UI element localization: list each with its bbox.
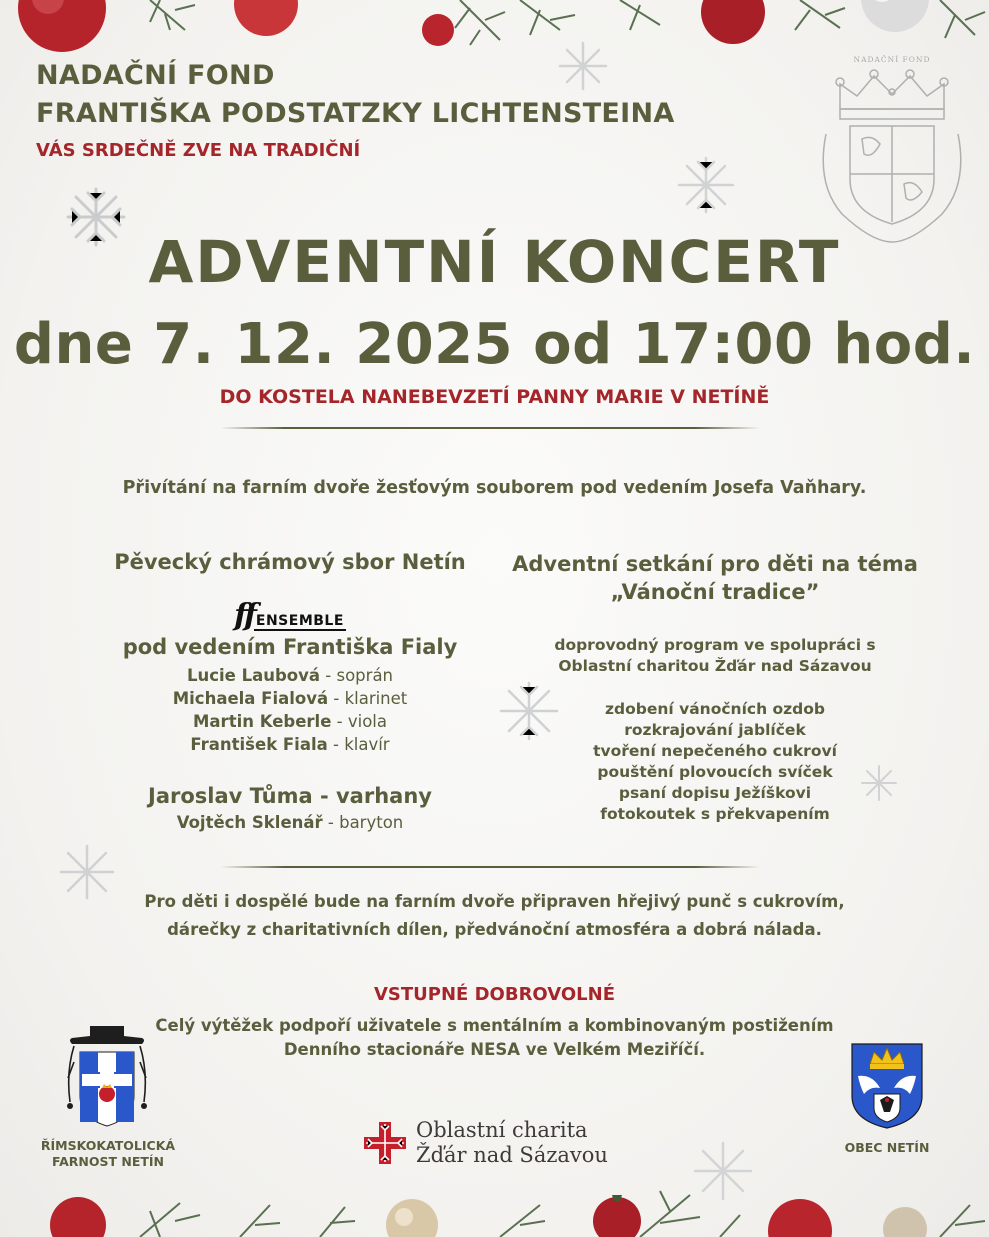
snowflake-icon	[557, 40, 609, 92]
foundation-name-line1: NADAČNÍ FOND	[36, 60, 275, 91]
children-event-heading: Adventní setkání pro děti na téma „Vánoční tradice”	[512, 552, 918, 604]
companion-program: doprovodný program ve spolupráci s Oblastní charitou Žďár nad Sázavou	[554, 636, 876, 675]
member-item: Michaela Fialová - klarinet	[172, 689, 408, 708]
welcome-text: Přivítání na farním dvoře žesťovým souborem pod vedením Josefa Vaňhary.	[122, 478, 867, 498]
crest-caption: NADAČNÍ FOND	[853, 55, 931, 64]
bottom-decoration	[0, 1185, 989, 1237]
event-title: ADVENTNÍ KONCERT	[148, 228, 841, 296]
invitation-line: VÁS SRDEČNĚ ZVE NA TRADIČNÍ	[36, 140, 361, 161]
charita-logo	[362, 1118, 622, 1174]
foundation-name-line2: FRANTIŠKA PODSTATZKY LICHTENSTEINA	[36, 98, 675, 129]
activity-item: rozkrajování jablíček	[624, 721, 806, 739]
red-ornament-icon	[701, 0, 765, 44]
member-item: František Fiala - klavír	[190, 735, 390, 754]
activity-item: fotokoutek s překvapením	[600, 805, 830, 823]
activity-item: psaní dopisu Ježíškovi	[618, 784, 812, 802]
choir-heading: Pěvecký chrámový sbor Netín	[114, 550, 466, 574]
ensemble-logo-word: ENSEMBLE	[255, 613, 344, 629]
divider	[220, 866, 760, 868]
event-date: dne 7. 12. 2025 od 17:00 hod.	[13, 312, 976, 377]
ensemble-members	[80, 664, 500, 756]
baritone-performer: Vojtěch Sklenář - baryton	[176, 813, 404, 832]
charita-name: Oblastní charita Žďár nad Sázavou	[416, 1118, 608, 1167]
gold-ornament-icon	[883, 1207, 927, 1237]
refreshments-text: Pro děti i dospělé bude na farním dvoře připraven hřejivý punč s cukrovím, dárečky z charitativních dílen, předvánoční atmosféra a dobrá nálada.	[144, 892, 845, 939]
member-item: Lucie Laubová - soprán	[186, 666, 394, 685]
ensemble-leader: pod vedením Františka Fialy	[122, 635, 458, 659]
red-ornament-icon	[593, 1197, 641, 1237]
charita-cross-icon	[362, 1120, 408, 1166]
proceeds-text: Celý výtěžek podpoří uživatele s mentálním a kombinovaným postižením Denního stacionáře NESA ve Velkém Meziříčí.	[155, 1016, 834, 1059]
member-item: Martin Keberle - viola	[193, 712, 387, 731]
village-coat-of-arms-icon	[850, 1042, 924, 1130]
red-ornament-icon	[18, 0, 106, 52]
village-logo	[850, 1042, 924, 1130]
red-ornament-icon	[50, 1197, 106, 1237]
red-ornament-icon	[768, 1199, 832, 1237]
village-caption: OBEC NETÍN	[844, 1140, 930, 1155]
parish-coat-of-arms-icon	[62, 1022, 152, 1132]
foundation-crest-logo	[812, 55, 972, 250]
crown-shield-icon	[812, 64, 972, 249]
parish-caption: ŘÍMSKOKATOLICKÁ FARNOST NETÍN	[40, 1138, 176, 1169]
activities-list	[500, 699, 930, 825]
red-ornament-icon	[234, 0, 298, 36]
activity-item: pouštění plovoucích svíček	[597, 763, 833, 781]
snowflake-icon	[676, 155, 736, 215]
activity-item: tvoření nepečeného cukroví	[593, 742, 837, 760]
parish-logo	[62, 1022, 152, 1132]
entry-fee: VSTUPNÉ DOBROVOLNÉ	[374, 984, 615, 1005]
divider	[220, 427, 760, 429]
silver-ornament-icon	[861, 0, 929, 32]
activity-item: zdobení vánočních ozdob	[604, 700, 826, 718]
ff-ensemble-logo	[80, 598, 500, 633]
ff-logo-mark: ff	[234, 598, 254, 633]
red-ornament-icon	[422, 14, 454, 46]
event-location: DO KOSTELA NANEBEVZETÍ PANNY MARIE V NETÍNĚ	[219, 386, 770, 408]
organ-performer: Jaroslav Tůma - varhany	[148, 784, 432, 808]
